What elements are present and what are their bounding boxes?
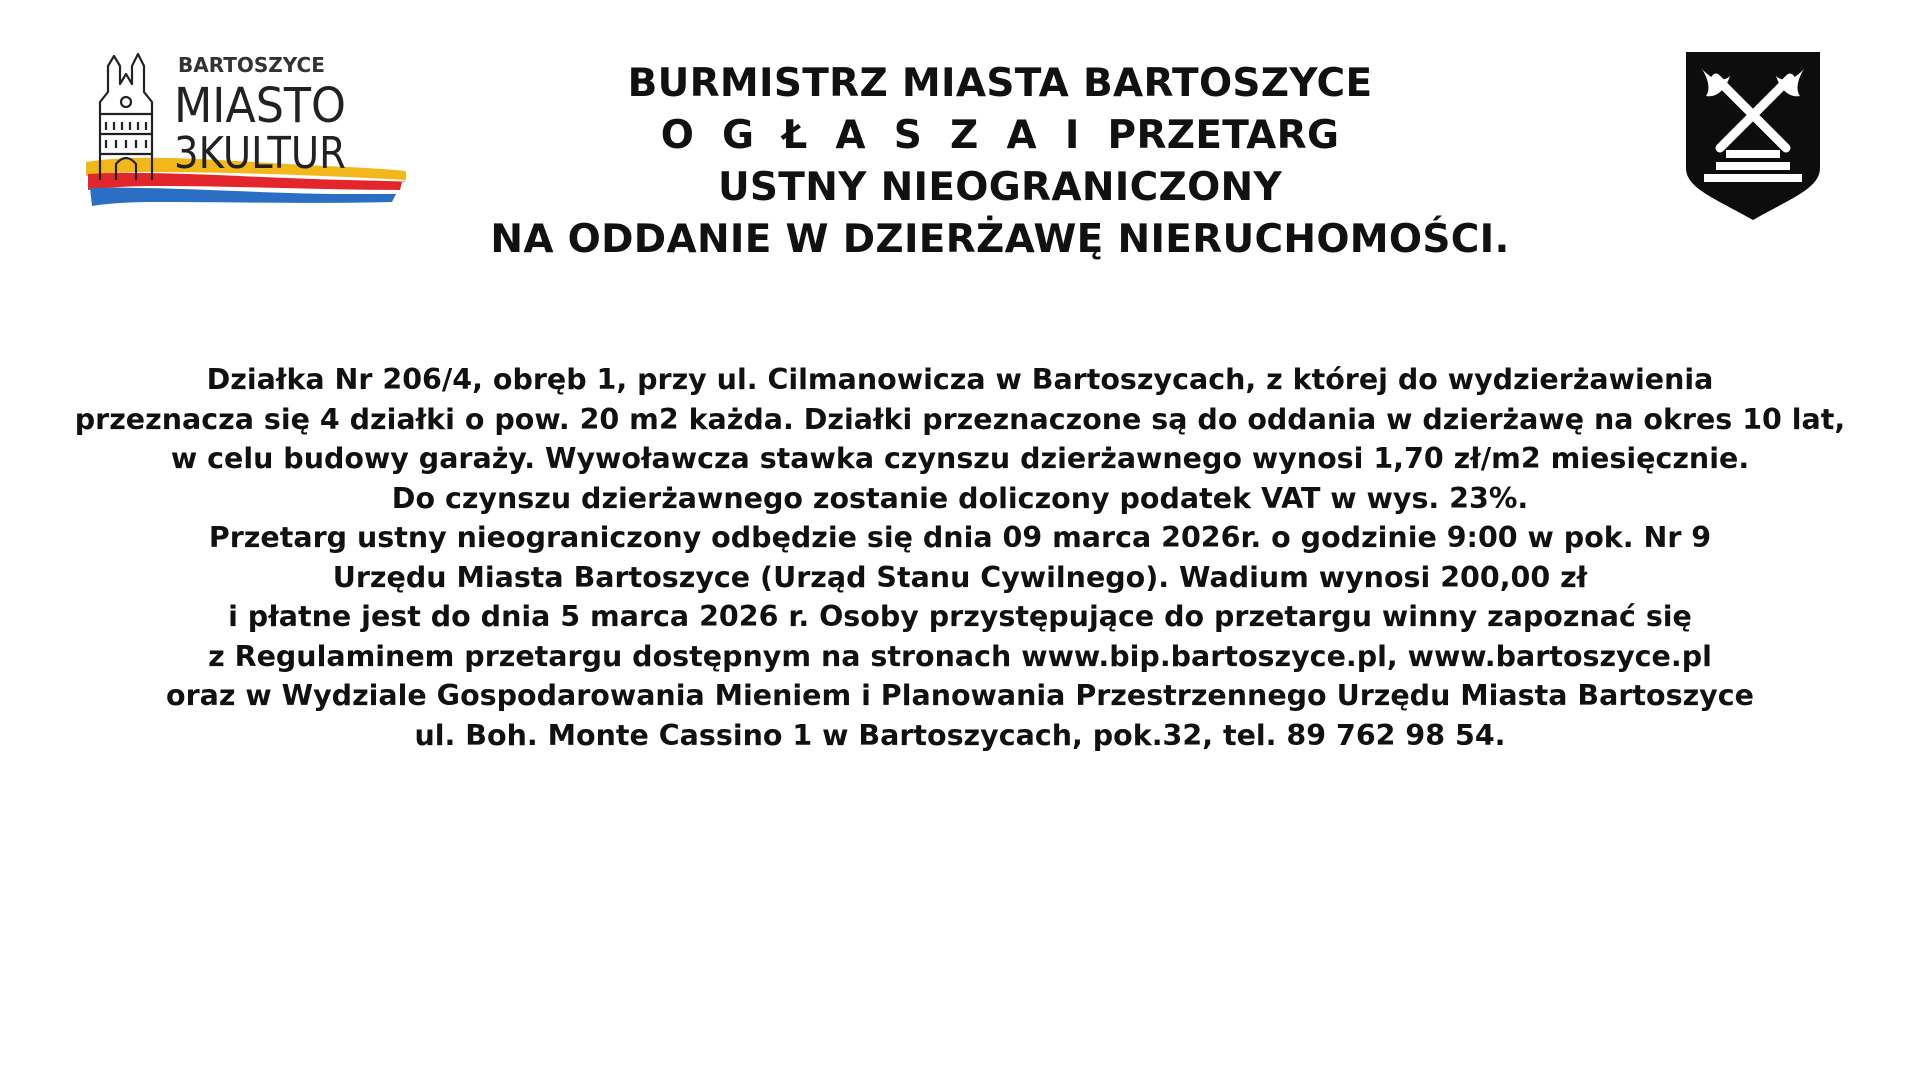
body-line: oraz w Wydziale Gospodarowania Mieniem i Planowania Przestrzennego Urzędu Miasta Bartoszyce	[166, 679, 1754, 712]
body-line: z Regulaminem przetargu dostępnym na stronach www.bip.bartoszyce.pl, www.bartoszyce.pl	[208, 639, 1712, 673]
coat-of-arms	[1682, 48, 1824, 224]
body-line: Do czynszu dzierżawnego zostanie doliczony podatek VAT w wys. 23%.	[391, 481, 1529, 515]
body-line: przeznacza się 4 działki o pow. 20 m2 każda. Działki przeznaczone są do oddania w dzierżawę na okres 10 lat,	[74, 402, 1846, 436]
title-line: BURMISTRZ MIASTA BARTOSZYCE	[627, 61, 1373, 106]
body-line: Działka Nr 206/4, obręb 1, przy ul. Cilmanowicza w Bartoszycach, z której do wydzierżawienia	[206, 363, 1714, 396]
title-line: O G Ł A S Z A I PRZETARG	[660, 113, 1340, 158]
title-line: NA ODDANIE W DZIERŻAWĘ NIERUCHOMOŚCI.	[490, 217, 1510, 262]
body-line: Przetarg ustny nieograniczony odbędzie się dnia 09 marca 2026r. o godzinie 9:00 w pok. Nr 9	[208, 521, 1712, 554]
body-line: ul. Boh. Monte Cassino 1 w Bartoszycach, pok.32, tel. 89 762 98 54.	[414, 718, 1506, 752]
svg-text:BARTOSZYCE: BARTOSZYCE	[178, 53, 325, 77]
body-line: i płatne jest do dnia 5 marca 2026 r. Osoby przystępujące do przetargu winny zapoznać się	[228, 600, 1692, 633]
svg-text:MIASTO: MIASTO	[174, 78, 346, 134]
title-line: USTNY NIEOGRANICZONY	[717, 165, 1283, 210]
announcement-body	[40, 360, 1880, 755]
town-hall-tower-icon	[86, 44, 406, 220]
crossed-axes-icon	[1682, 48, 1824, 224]
bartoszyce-logo	[86, 44, 406, 220]
svg-text:3KULTUR: 3KULTUR	[174, 128, 346, 179]
body-line: w celu budowy garaży. Wywoławcza stawka czynszu dzierżawnego wynosi 1,70 zł/m2 miesięcznie.	[170, 442, 1750, 475]
body-line: Urzędu Miasta Bartoszyce (Urząd Stanu Cywilnego). Wadium wynosi 200,00 zł	[332, 560, 1588, 594]
announcement-title	[420, 58, 1580, 266]
